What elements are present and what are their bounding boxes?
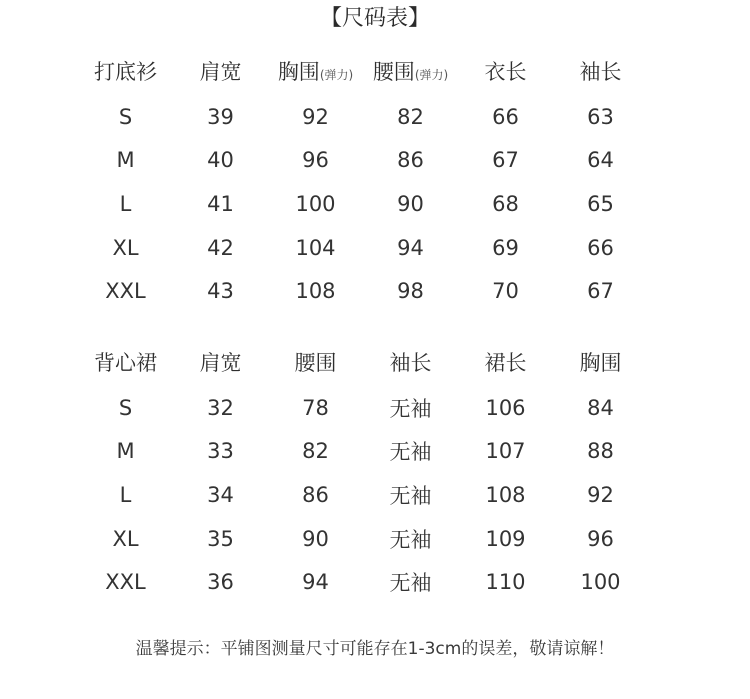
table-header-row [78,338,648,386]
header-chest [268,47,363,95]
value-cell: 34 [207,482,234,507]
header-shoulder [173,47,268,95]
value-cell: 无袖 [389,396,432,421]
table-row [78,386,648,430]
table-row [78,430,648,474]
header-product: 背心裙 [94,351,157,375]
header-length [458,47,553,95]
size-cell: XXL [105,279,146,304]
value-cell: 90 [302,526,329,551]
value-cell: 94 [397,235,424,260]
value-cell: 110 [485,570,526,595]
header-label: 胸围 [277,60,320,84]
header-shoulder: 肩宽 [199,351,242,375]
value-cell: 96 [302,148,329,173]
table-header-row [78,47,648,95]
value-cell: 98 [397,279,424,304]
value-cell: 无袖 [389,571,432,596]
size-cell: M [116,148,135,173]
size-table-tops [78,47,648,313]
value-cell: 69 [492,235,519,260]
table-row [78,182,648,226]
header-waist [363,47,458,95]
value-cell: 41 [207,191,234,216]
value-cell: 33 [207,439,234,464]
value-cell: 107 [485,439,526,464]
header-label: 袖长 [579,60,622,84]
value-cell: 78 [302,395,329,420]
value-cell: 86 [397,148,424,173]
value-cell: 104 [295,235,336,260]
value-cell: 67 [492,148,519,173]
value-cell: 100 [295,191,336,216]
value-cell: 70 [492,279,519,304]
value-cell: 无袖 [389,483,432,508]
size-cell: L [119,482,132,507]
table-row [78,473,648,517]
value-cell: 108 [295,279,336,304]
header-note: (弹力) [319,68,354,82]
value-cell: 94 [302,570,329,595]
size-cell: XL [112,235,139,260]
table-row [78,269,648,313]
value-cell: 32 [207,395,234,420]
value-cell: 43 [207,279,234,304]
value-cell: 36 [207,570,234,595]
size-cell: S [118,104,133,129]
size-cell: L [119,191,132,216]
value-cell: 35 [207,526,234,551]
value-cell: 63 [587,104,614,129]
value-cell: 108 [485,482,526,507]
value-cell: 42 [207,235,234,260]
value-cell: 90 [397,191,424,216]
header-label: 打底衫 [94,60,157,84]
value-cell: 39 [207,104,234,129]
header-label: 衣长 [484,60,527,84]
header-sleeve [553,47,648,95]
value-cell: 88 [587,439,614,464]
value-cell: 86 [302,482,329,507]
page-title: 【尺码表】 [319,6,430,31]
table-row [78,517,648,561]
table-row [78,139,648,183]
value-cell: 68 [492,191,519,216]
value-cell: 67 [587,279,614,304]
value-cell: 无袖 [389,527,432,552]
value-cell: 82 [302,439,329,464]
value-cell: 66 [587,235,614,260]
size-cell: S [118,395,133,420]
size-table-dress [78,338,648,604]
value-cell: 无袖 [389,440,432,465]
value-cell: 96 [587,526,614,551]
header-product [78,47,173,95]
header-waist: 腰围 [294,351,337,375]
value-cell: 92 [587,482,614,507]
size-cell: XXL [105,570,146,595]
header-skirt-length: 裙长 [484,351,527,375]
value-cell: 106 [485,395,526,420]
table-row [78,226,648,270]
table-row [78,560,648,604]
value-cell: 64 [587,148,614,173]
value-cell: 92 [302,104,329,129]
value-cell: 65 [587,191,614,216]
header-sleeve: 袖长 [389,351,432,375]
value-cell: 66 [492,104,519,129]
size-cell: XL [112,526,139,551]
value-cell: 109 [485,526,526,551]
table-row [78,95,648,139]
header-label: 肩宽 [199,60,242,84]
header-label: 腰围 [372,60,415,84]
value-cell: 84 [587,395,614,420]
header-chest: 胸围 [579,351,622,375]
value-cell: 82 [397,104,424,129]
measurement-note: 温馨提示：平铺图测量尺寸可能存在1-3cm的误差，敬请谅解！ [135,639,615,659]
header-note: (弹力) [414,68,449,82]
value-cell: 40 [207,148,234,173]
value-cell: 100 [580,570,621,595]
size-cell: M [116,439,135,464]
